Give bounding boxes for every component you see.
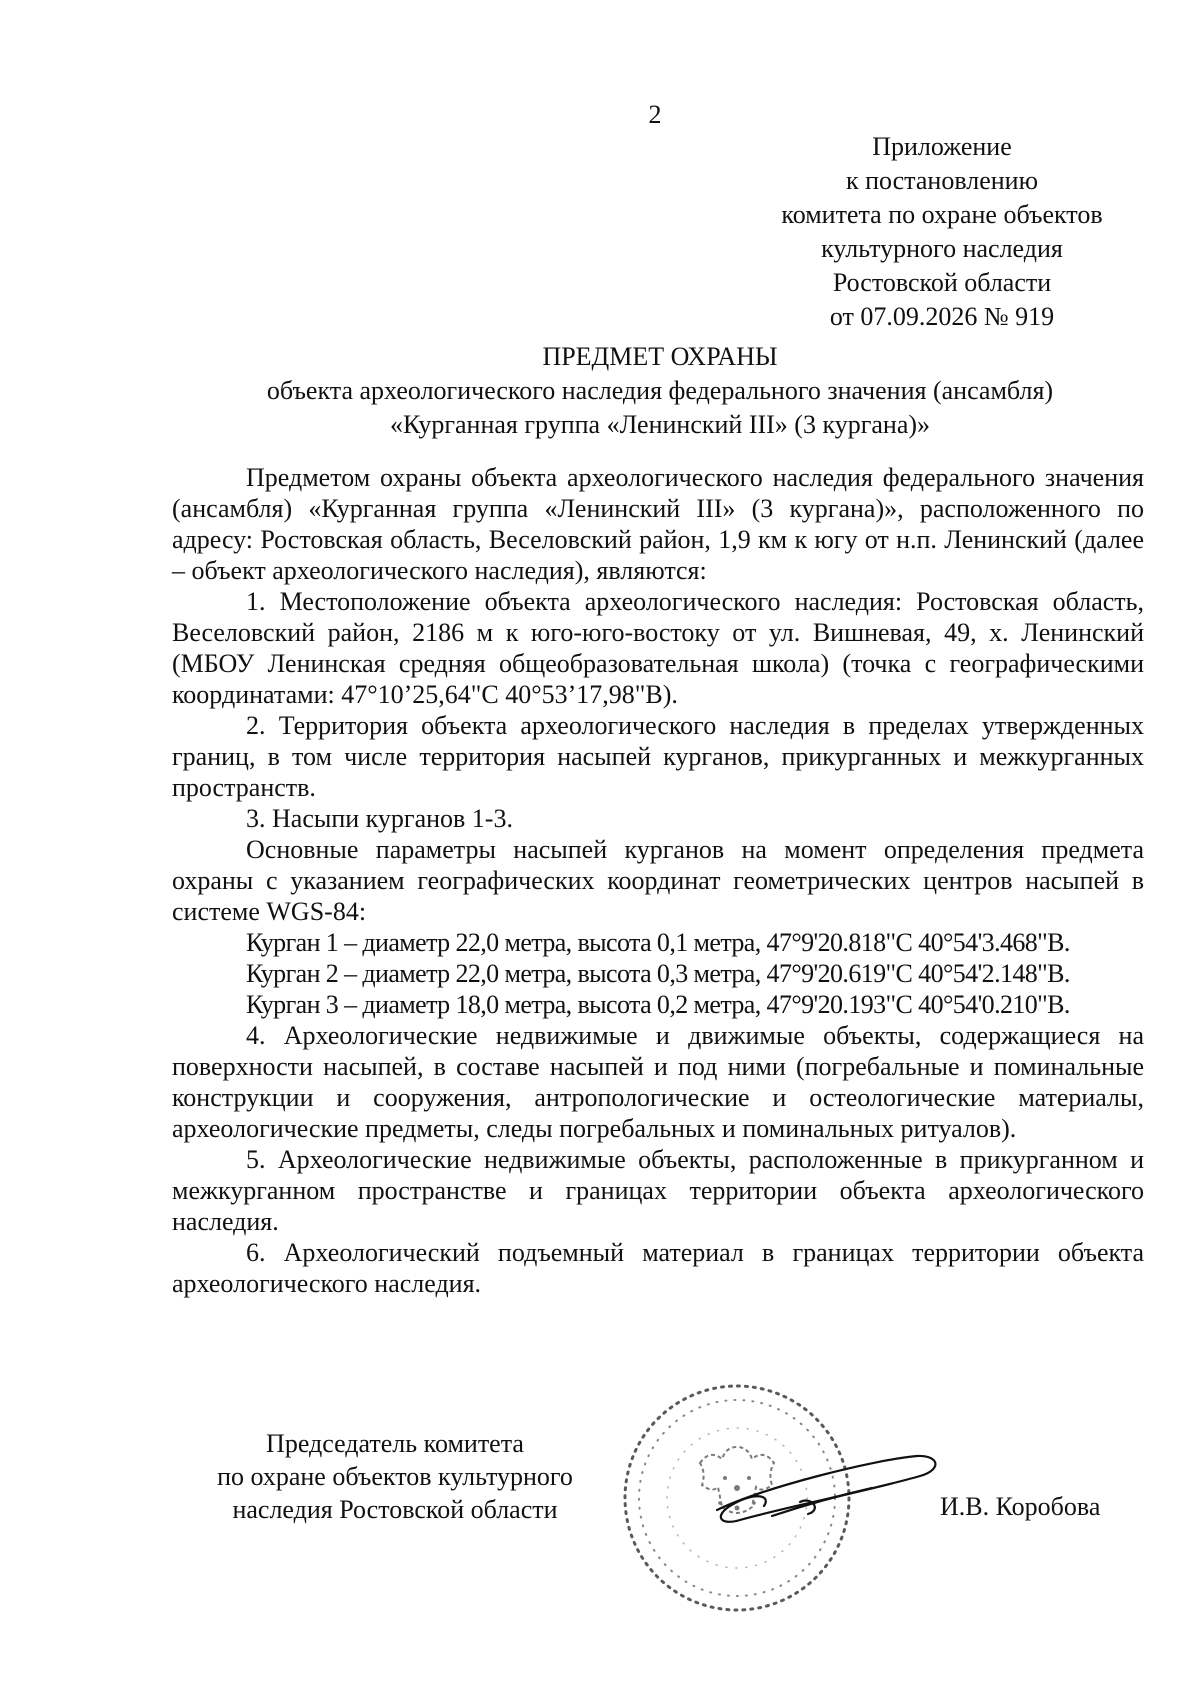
appendix-header — [752, 130, 1132, 334]
seal-ring — [625, 1386, 849, 1610]
parameters-paragraph: Основные параметры насыпей курганов на момент определения предмета охраны с указанием географических координат геометрических центров насыпей в системе WGS-84: — [172, 835, 1144, 926]
signatory-position-line: наследия Ростовской области — [232, 1495, 558, 1524]
appendix-line: культурного наследия — [821, 234, 1063, 263]
item-paragraph-3: 3. Насыпи курганов 1-3. — [246, 804, 513, 833]
kurgan-2-line: Курган 2 – диаметр 22,0 метра, высота 0,3 метра, 47°9'20.619"С 40°54'2.148"В. — [246, 959, 1070, 988]
document-title — [150, 340, 1170, 442]
signatory-position-line: по охране объектов культурного — [217, 1462, 573, 1491]
appendix-line: к постановлению — [845, 166, 1039, 195]
item-paragraph-5: 5. Археологические недвижимые объекты, расположенные в прикурганном и межкурганном пространстве и границах территории объекта археологического наследия. — [172, 1145, 1144, 1236]
signatory-position-line: Председатель комитета — [266, 1429, 524, 1458]
handwritten-signature — [717, 1456, 935, 1522]
intro-paragraph: Предметом охраны объекта археологического наследия федерального значения (ансамбля) «Курганная группа «Ленинский III» (3 кургана)», расположенного по адресу: Ростовская область, Веселовский район, 1,9 км к югу от н.п. Ленинский (далее – объект археологического наследия), являются: — [172, 463, 1144, 585]
title-subline: объекта археологического наследия федерального значения (ансамбля) — [266, 376, 1054, 405]
kurgan-3-line: Курган 3 – диаметр 18,0 метра, высота 0,2 метра, 47°9'20.193"С 40°54'0.210"В. — [246, 990, 1070, 1019]
official-seal-stamp — [622, 1378, 952, 1618]
kurgan-1-line: Курган 1 – диаметр 22,0 метра, высота 0,1 метра, 47°9'20.818"С 40°54'3.468"В. — [246, 928, 1070, 957]
appendix-line: комитета по охране объектов — [781, 200, 1103, 229]
appendix-date-number: от 07.09.2026 № 919 — [829, 302, 1055, 331]
page-number: 2 — [648, 100, 662, 129]
title-subline: «Курганная группа «Ленинский III» (3 кургана)» — [389, 410, 931, 439]
item-paragraph-4: 4. Археологические недвижимые и движимые объекты, содержащиеся на поверхности насыпей, в составе насыпей и под ними (погребальные и поминальные конструкции и сооружения, антропологические и остеологические материалы, археологические предметы, следы погребальных и поминальных ритуалов). — [172, 1021, 1144, 1143]
title-heading: ПРЕДМЕТ ОХРАНЫ — [542, 342, 778, 371]
appendix-line: Приложение — [872, 132, 1012, 161]
item-paragraph-6: 6. Археологический подъемный материал в границах территории объекта археологического наследия. — [172, 1238, 1144, 1298]
signatory-name: И.В. Коробова — [940, 1492, 1101, 1521]
item-paragraph-2: 2. Территория объекта археологического наследия в пределах утвержденных границ, в том числе территория насыпей курганов, прикурганных и межкурганных пространств. — [172, 711, 1144, 802]
item-paragraph-1: 1. Местоположение объекта археологического наследия: Ростовская область, Веселовский район, 2186 м к юго-юго-востоку от ул. Вишневая, 49, х. Ленинский (МБОУ Ленинская средняя общеобразовательная школа) (точка с географическими координатами: 47°10’25,64"С 40°53’17,98"В). — [172, 587, 1144, 709]
document-body — [172, 462, 1144, 1299]
signatory-position — [180, 1427, 610, 1526]
appendix-line: Ростовской области — [832, 268, 1052, 297]
